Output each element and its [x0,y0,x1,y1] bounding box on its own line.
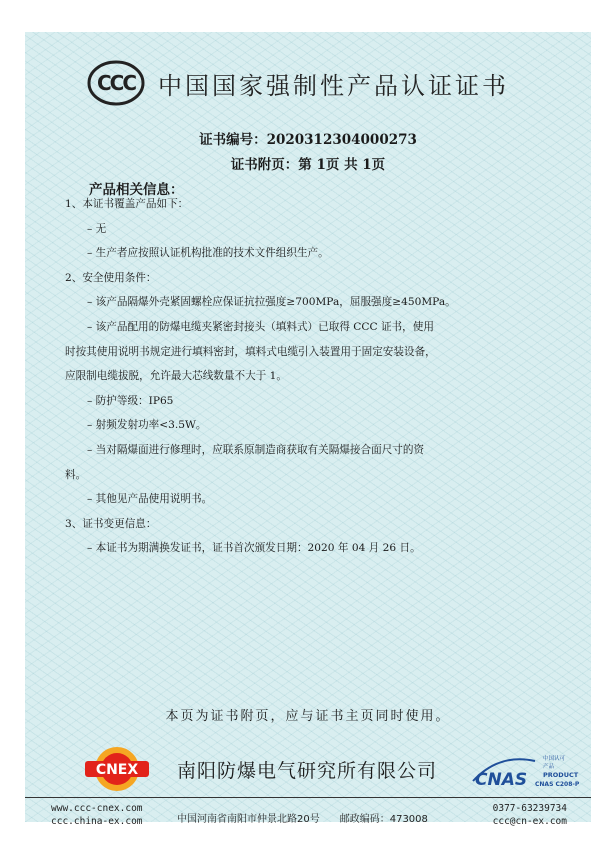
address: 中国河南省南阳市仲景北路20号 邮政编码：473008 [177,814,428,825]
content-line: 1、本证书覆盖产品如下： [65,198,189,210]
content-line: 料。 [65,468,87,481]
section-heading: 产品相关信息： [89,182,184,198]
issuer-company-name: 南阳防爆电气研究所有限公司 [177,760,438,782]
content-line: 3、证书变更信息： [65,517,157,530]
content-line: – 当对隔爆面进行修理时，应联系原制造商获取有关隔爆接合面尺寸的资 [87,444,425,456]
cnas-small-1: 中国认可 [543,756,566,762]
cnas-logo-text: CNAS [475,770,528,790]
email: ccc@cn-ex.com [492,816,567,827]
certificate-header [25,32,591,114]
cnas-logo [469,751,583,795]
certificate-page-info: 证书附页：第 1页 共 1页 [230,157,386,173]
content-line: 时按其使用说明书规定进行填料密封，填料式电缆引入装置用于固定安装设备， [65,345,436,358]
cnex-logo-text: CNEX [95,762,139,778]
certificate-sheet [25,32,591,822]
content-line: – 防护等级：IP65 [87,394,174,407]
footer-divider [25,797,591,798]
content-line: – 该产品配用的防爆电缆夹紧密封接头（填料式）已取得 CCC 证书，使用 [87,321,434,333]
certificate-title: 中国国家强制性产品认证证书 [158,72,509,100]
website-1: www.ccc-cnex.com [51,803,143,814]
content-line: 2、安全使用条件： [65,271,157,284]
content-line: – 射频发射功率<3.5W。 [87,419,207,432]
phone: 0377-63239734 [492,803,567,814]
content-line: – 本证书为期满换发证书，证书首次颁发日期：2020 年 04 月 26 日。 [87,542,421,555]
content-line: – 无 [87,222,107,235]
cnas-small-3: PRODUCT [543,771,579,779]
content-line: – 该产品隔爆外壳紧固螺栓应保证抗拉强度≥700MPa，屈服强度≥450MPa。 [87,296,456,309]
content-line: – 生产者应按照认证机构批准的技术文件组织生产。 [87,247,329,260]
ccc-logo [87,60,145,106]
cnex-logo [83,744,151,794]
content-line: 应限制电缆拔脱，允许最大芯线数量不大于 1。 [65,370,287,383]
cnas-small-4: CNAS C208-P [535,781,580,788]
cnas-small-2: 产品 [543,764,555,770]
certificate-number: 证书编号：2020312304000273 [199,132,417,148]
content-line: – 其他见产品使用说明书。 [87,493,213,506]
ccc-logo-text: CCC [96,71,136,95]
attachment-note: 本页为证书附页，应与证书主页同时使用。 [165,709,451,724]
website-2: ccc.china-ex.com [51,816,143,827]
